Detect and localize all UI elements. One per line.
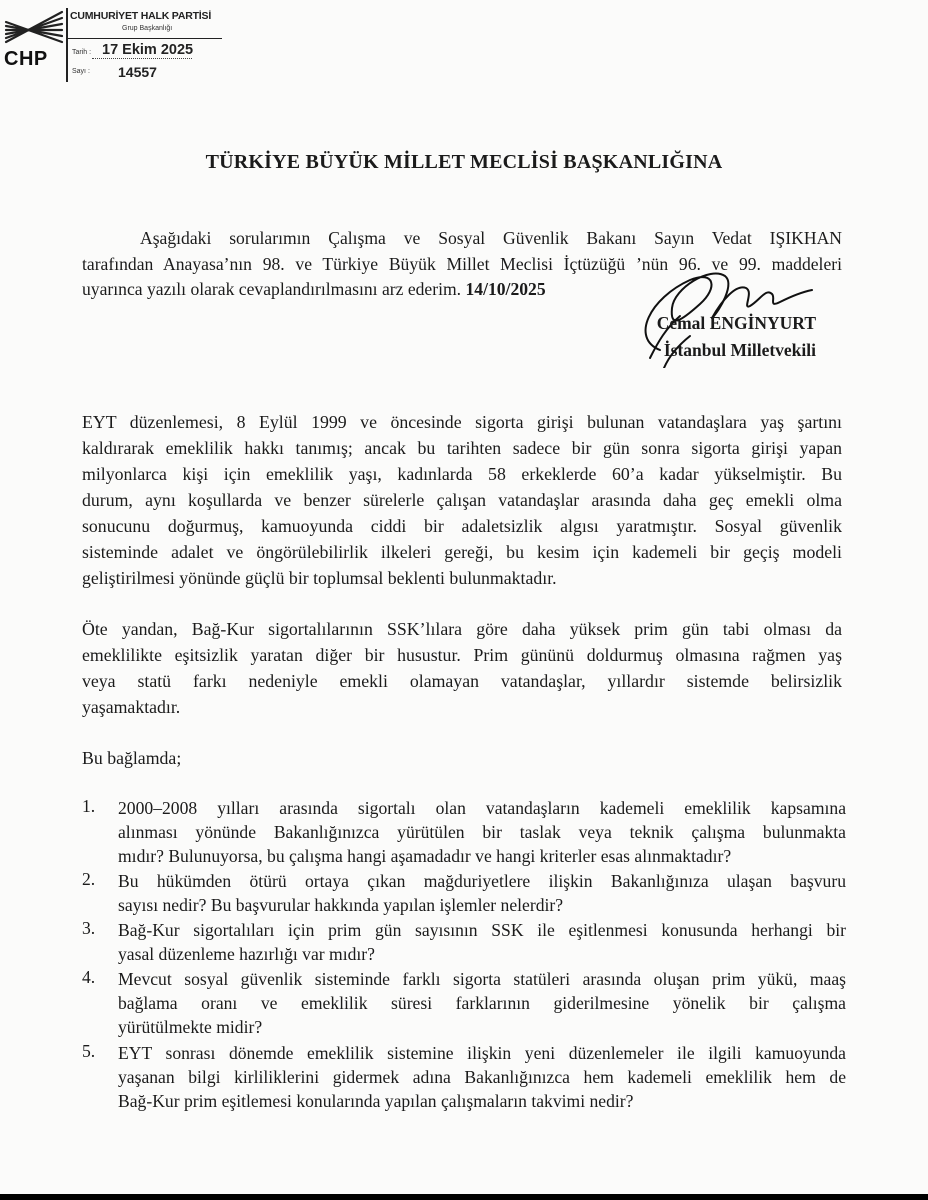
question-line: Mevcut sosyal güvenlik sisteminde farklı sigorta statüleri arasında oluşan prim yükü, maaş	[118, 969, 846, 989]
six-arrows-icon	[0, 8, 68, 48]
number-label: Sayı :	[72, 68, 90, 75]
date-label: Tarih :	[72, 49, 92, 56]
paragraph-1-line: sisteminde adalet ve öngörülebilirlik ilkeleri gereği, bu kesim için kademeli bir geçiş modeli	[82, 542, 842, 562]
paragraph-1-line: geliştirilmesi yönünde güçlü bir toplumsal beklenti bulunmaktadır.	[82, 568, 557, 588]
question-number: 4.	[82, 967, 96, 987]
question-line: Bu hükümden ötürü ortaya çıkan mağduriyetlere ilişkin Bakanlığınıza ulaşan başvuru	[118, 871, 846, 891]
intro-date: 14/10/2025	[465, 279, 546, 299]
question-number: 1.	[82, 796, 96, 816]
question-line: yaşanan bilgi kirliliklerini gidermek adına Bakanlığınızca hem kademeli emeklilik hem de	[118, 1067, 846, 1087]
question-item	[82, 1041, 846, 1113]
question-number: 2.	[82, 869, 96, 889]
group-name: Grup Başkanlığı	[122, 25, 173, 32]
question-line: Bağ-Kur sigortalıları için prim gün sayısının SSK ile eşitlenmesi konusunda herhangi bir	[118, 920, 846, 940]
context-line: Bu bağlamda;	[82, 748, 182, 768]
chp-logo	[0, 8, 68, 76]
intro-text: uyarınca yazılı olarak cevaplandırılmasını arz ederim.	[82, 279, 462, 299]
question-line: Bağ-Kur prim eşitlemesi konularında yapılan çalışmaların takvimi nedir?	[118, 1091, 634, 1111]
question-item	[82, 796, 846, 868]
intro-line: Aşağıdaki sorularımın Çalışma ve Sosyal Güvenlik Bakanı Sayın Vedat IŞIKHAN	[140, 228, 842, 248]
question-line: alınması yönünde Bakanlığınızca yürütülen bir taslak veya teknik çalışma bulunmakta	[118, 822, 846, 842]
paragraph-1-line: kaldırarak emeklilik hakkı tanımış; ancak bu tarihten sadece bir gün sonra sigorta girişi yapan	[82, 438, 842, 458]
logo-text: CHP	[4, 48, 48, 70]
question-number: 3.	[82, 918, 96, 938]
question-line: yasal düzenleme hazırlığı var mıdır?	[118, 944, 375, 964]
intro-line: tarafından Anayasa’nın 98. ve Türkiye Büyük Millet Meclisi İçtüzüğü ’nün 96. ve 99. maddeleri	[82, 254, 842, 274]
party-name: CUMHURİYET HALK PARTİSİ	[70, 10, 212, 22]
question-line: yürütülmekte midir?	[118, 1017, 263, 1037]
intro-line	[82, 277, 546, 301]
paragraph-1-line: milyonlarca kişi için emeklilik yaşı, kadınlarda 58 erkeklerde 60’a kadar yükselmiştir. Bu	[82, 464, 842, 484]
letterhead-divider	[66, 38, 222, 39]
question-item	[82, 967, 846, 1039]
question-line: mıdır? Bulunuyorsa, bu çalışma hangi aşamadadır ve hangi kriterler esas alınmaktadır?	[118, 846, 732, 866]
question-line: bağlama oranı ve emeklilik süresi farklarının giderilmesine yönelik bir çalışma	[118, 993, 846, 1013]
signer-name: Cemal ENGİNYURT	[656, 313, 816, 333]
question-line: EYT sonrası dönemde emeklilik sistemine ilişkin yeni düzenlemeler ile ilgili kamuoyunda	[118, 1043, 846, 1063]
question-number: 5.	[82, 1041, 96, 1061]
document-heading: TÜRKİYE BÜYÜK MİLLET MECLİSİ BAŞKANLIĞINA	[205, 151, 723, 173]
question-item	[82, 869, 846, 917]
paragraph-2-line: emeklilikte eşitsizlik yaratan diğer bir husustur. Prim gününü doldurmuş olmasına rağmen yaş	[82, 645, 842, 665]
number-value: 14557	[118, 64, 157, 80]
question-line: 2000–2008 yılları arasında sigortalı olan vatandaşların kademeli emeklilik kapsamına	[118, 798, 846, 818]
paragraph-1-line: EYT düzenlemesi, 8 Eylül 1999 ve öncesinde sigorta girişi bulunan vatandaşlara yaş şartını	[82, 412, 842, 432]
date-value: 17 Ekim 2025	[102, 42, 194, 58]
signer-title: İstanbul Milletvekili	[663, 340, 816, 360]
paragraph-1-line: sonucunu doğurmuş, kamuoyunda ciddi bir adaletsizlik algısı yaratmıştır. Sosyal güvenlik	[82, 516, 842, 536]
date-dotted-line	[92, 58, 192, 59]
question-item	[82, 918, 846, 966]
question-line: sayısı nedir? Bu başvurular hakkında yapılan işlemler nelerdir?	[118, 895, 564, 915]
paragraph-2-line: Öte yandan, Bağ-Kur sigortalılarının SSK’lılara göre daha yüksek prim gün tabi olması da	[82, 619, 842, 639]
paragraph-2-line: veya statü farkı nedeniyle emekli olamayan vatandaşlar, yıllardır sistemde belirsizlik	[82, 671, 842, 691]
paragraph-2-line: yaşamaktadır.	[82, 697, 181, 717]
paragraph-1-line: durum, aynı koşullarda ve benzer sürelerle çalışan vatandaşlar arasında daha geç emekli olma	[82, 490, 842, 510]
